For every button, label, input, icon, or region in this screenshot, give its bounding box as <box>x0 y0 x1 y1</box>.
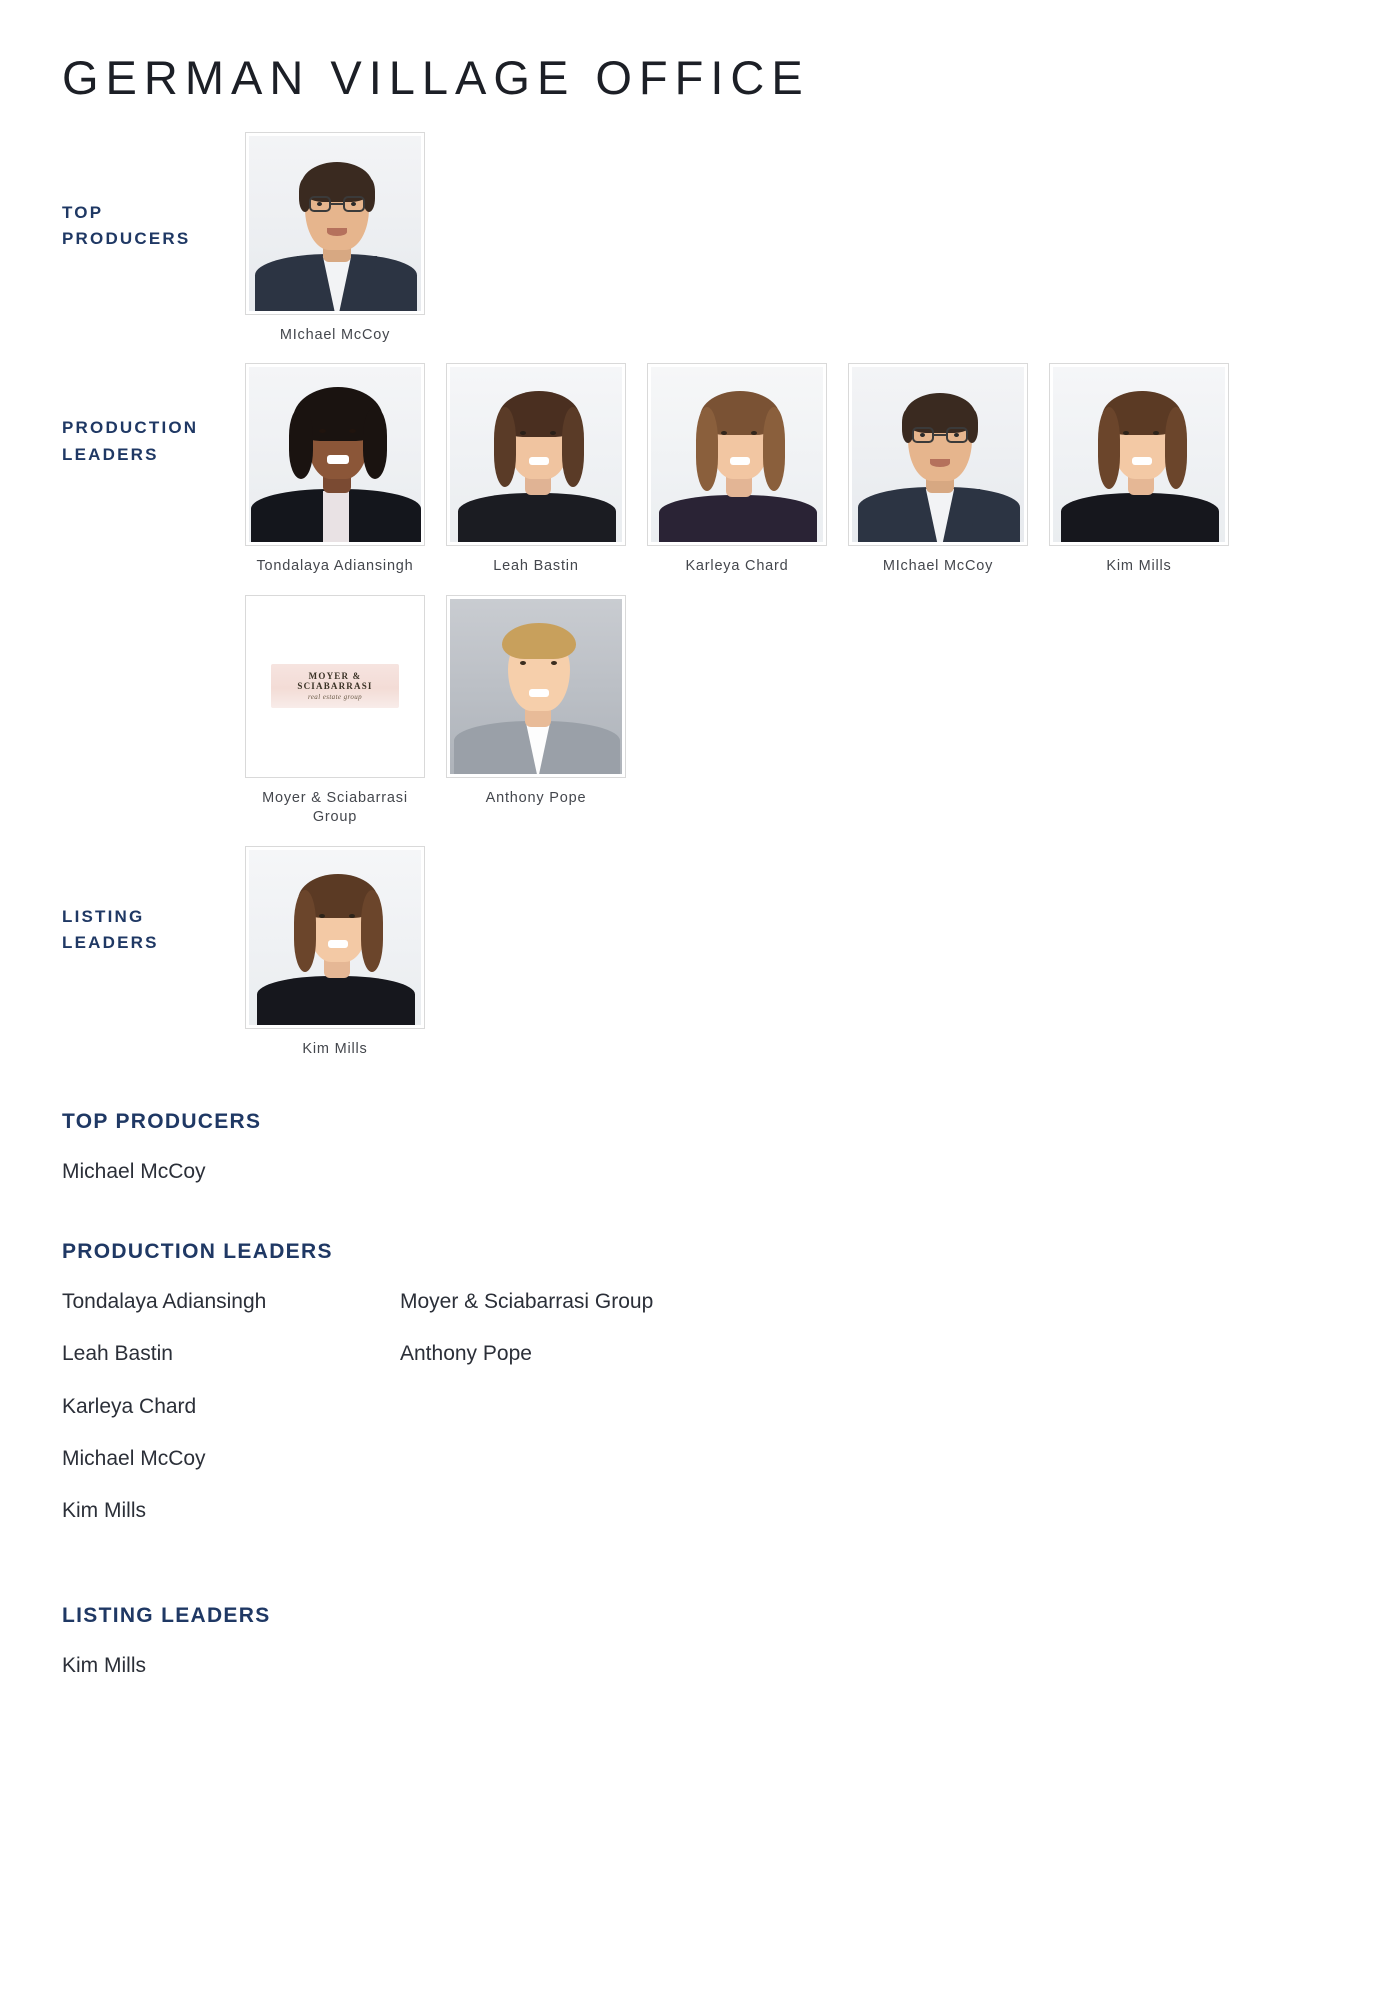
list-item: Karleya Chard <box>62 1394 197 1418</box>
person-card[interactable] <box>245 846 425 1060</box>
production-leaders-columns <box>62 1288 1317 1550</box>
production-leaders-column-two <box>400 1288 738 1550</box>
list-item: Michael McCoy <box>62 1446 206 1470</box>
person-card[interactable] <box>446 363 626 577</box>
list-heading-production-leaders: PRODUCTION LEADERS <box>62 1239 333 1263</box>
photo-frame <box>446 363 626 546</box>
person-card[interactable] <box>245 132 425 346</box>
person-card[interactable] <box>245 363 425 577</box>
person-name: MIchael McCoy <box>882 558 994 575</box>
person-name: Leah Bastin <box>493 558 579 575</box>
row-label-line-2: LEADERS <box>62 933 159 953</box>
portrait-photo-tondalaya-adiansingh <box>249 367 421 542</box>
list-item: Kim Mills <box>62 1653 146 1677</box>
team-card[interactable] <box>245 595 425 828</box>
card-list <box>245 595 647 828</box>
row-label-line-1: TOP <box>62 202 104 222</box>
page-title: GERMAN VILLAGE OFFICE <box>62 51 810 104</box>
person-name: Kim Mills <box>1106 558 1172 575</box>
card-list <box>245 363 1250 577</box>
person-card[interactable] <box>1049 363 1229 577</box>
portrait-photo-kim-mills-2 <box>249 850 421 1025</box>
team-name: Moyer & Sciabarrasi Group <box>262 789 408 826</box>
row-label-top-producers <box>0 132 245 253</box>
portrait-photo-leah-bastin <box>450 367 622 542</box>
row-label-listing-leaders <box>0 846 245 957</box>
photo-frame <box>1049 363 1229 546</box>
person-card[interactable] <box>848 363 1028 577</box>
list-item: Tondalaya Adiansingh <box>62 1289 267 1313</box>
photo-frame <box>245 595 425 778</box>
row-label-line-2: LEADERS <box>62 444 159 464</box>
photo-frame <box>647 363 827 546</box>
list-item: Leah Bastin <box>62 1342 173 1366</box>
grid-row-production-leaders <box>0 363 1379 577</box>
person-card[interactable] <box>446 595 626 809</box>
portrait-photo-karleya-chard <box>651 367 823 542</box>
row-label-production-leaders <box>0 363 245 468</box>
portrait-photo-michael-mccoy <box>249 136 421 311</box>
row-label-line-2: PRODUCERS <box>62 229 191 249</box>
row-label-line-1: PRODUCTION <box>62 418 199 438</box>
photo-frame <box>245 132 425 315</box>
photo-frame <box>245 846 425 1029</box>
list-item: Michael McCoy <box>62 1159 206 1183</box>
logo-plate <box>271 664 399 708</box>
person-name: Kim Mills <box>302 1040 368 1057</box>
row-label-line-1: LISTING <box>62 906 145 926</box>
photo-grid-section <box>0 132 1379 1060</box>
photo-frame <box>245 363 425 546</box>
portrait-photo-kim-mills <box>1053 367 1225 542</box>
list-heading-top-producers: TOP PRODUCERS <box>62 1109 262 1133</box>
card-list <box>245 846 446 1060</box>
portrait-photo-anthony-pope <box>450 599 622 774</box>
person-card[interactable] <box>647 363 827 577</box>
list-item: Anthony Pope <box>400 1342 532 1366</box>
portrait-photo-michael-mccoy-2 <box>852 367 1024 542</box>
person-name: Tondalaya Adiansingh <box>256 558 414 575</box>
card-list <box>245 132 446 346</box>
person-name: Karleya Chard <box>685 558 789 575</box>
list-item: Kim Mills <box>62 1499 146 1523</box>
logo-secondary-text: real estate group <box>307 693 363 702</box>
person-name: Anthony Pope <box>485 789 587 806</box>
grid-row-top-producers <box>0 132 1379 346</box>
photo-frame <box>446 595 626 778</box>
text-lists-section <box>0 1060 1379 1744</box>
photo-frame <box>848 363 1028 546</box>
list-heading-listing-leaders: LISTING LEADERS <box>62 1603 271 1627</box>
list-item: Moyer & Sciabarrasi Group <box>400 1289 654 1313</box>
logo-primary-text: MOYER & SCIABARRASI <box>297 671 373 692</box>
production-leaders-column-one <box>62 1288 400 1550</box>
team-logo-moyer-sciabarrasi <box>249 599 421 774</box>
grid-row-production-leaders-2 <box>0 595 1379 828</box>
grid-row-listing-leaders <box>0 846 1379 1060</box>
person-name: MIchael McCoy <box>279 326 391 343</box>
